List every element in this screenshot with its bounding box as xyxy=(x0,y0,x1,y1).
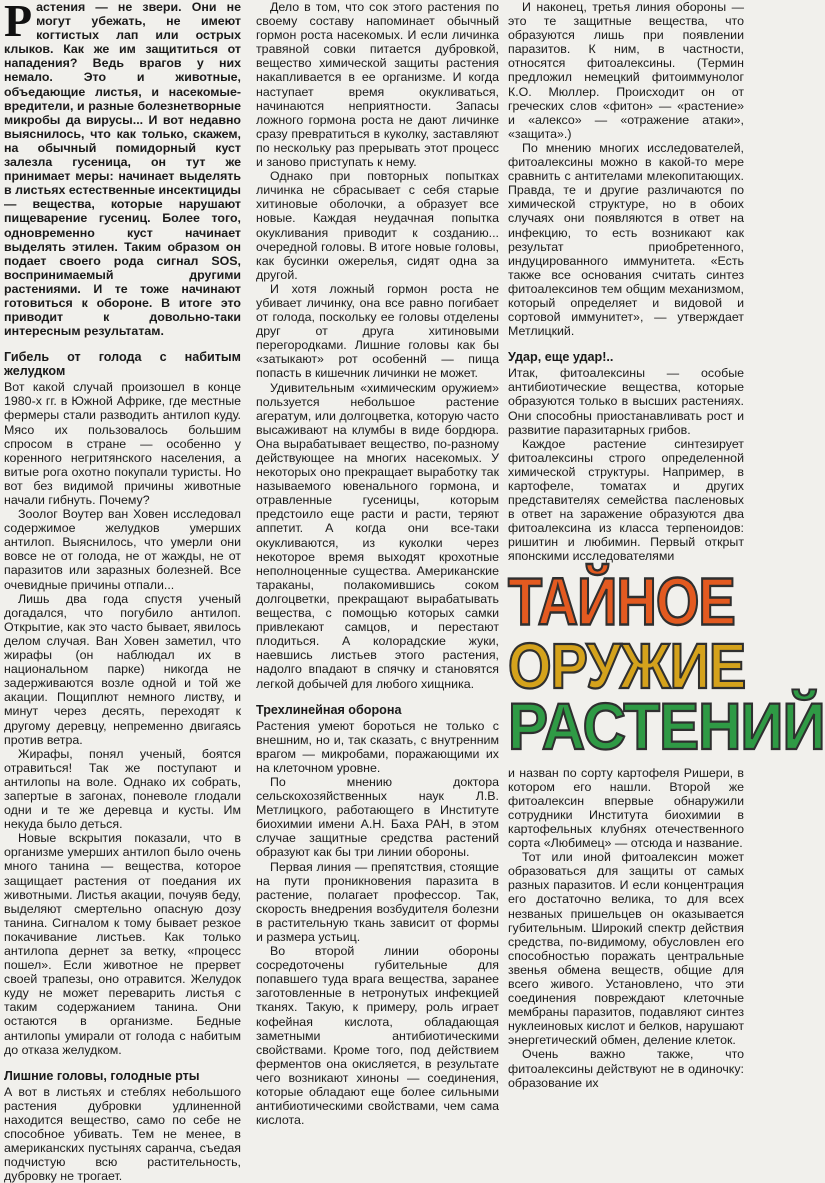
paragraph: Удивительным «химическим оружием» пользуется небольшое растение агератум, или долгоцветка, которую часто высаживают на клумбы в виде бордюра. Она вырабатывает вещество, по-разному действующее на многих насекомых. У некоторых оно прекращает выработку так называемого ювенального гормона, и отравленные гусеницы, которым предстоило еще расти и расти, теряют аппетит. А когда они все-таки окукливаются, из куколки через некоторое время выходят крохотные неполноценные существа. Американские тараканы, полакомившись соком долгоцветки, прекращают вырабатывать вещества, с помощью которых самки привлекают самцов, и перестают плодиться. А колорадские жуки, наевшись листьев этого растения, надолго впадают в спячку и становятся легкой добычей для любого хищника. xyxy=(256,380,499,691)
paragraph: По мнению многих исследователей, фитоалексины можно в какой-то мере сравнить с антителами млекопитающих. Правда, те и другие различаются по химической структуре, но в обоих случаях они появляются в ответ на инфекцию, то есть возникают как результат приобретенного, индуцированного иммунитета. «Есть также все основания считать синтез фитоалексинов тем общим механизмом, который определяет и видовой и сортовой иммунитет», — утверждает Метлицкий. xyxy=(508,140,744,339)
column-3 xyxy=(508,0,825,1090)
section-heading: Лишние головы, голодные рты xyxy=(4,1068,200,1083)
paragraph: И наконец, третья линия обороны — это те защитные вещества, что образуются лишь при появлении паразитов. К ним, в частности, относятся фитоалексины. (Термин предложил немецкий фитоиммунолог К.О. Мюллер. Происходит он от греческих слов «фитон» — «растение» и «алексо» — «отражение атаки», «защита».) xyxy=(508,0,744,141)
paragraph: Первая линия — препятствия, стоящие на пути проникновения паразита в растение, полагает профессор. Так, скорость внедрения возбудителя болезни в растительную ткань зависит от формы и размера устьиц. xyxy=(256,859,499,944)
paragraph: Растения умеют бороться не только с внешним, но и, так сказать, с внутренним врагом — микробами, поражающими их на клеточном уровне. xyxy=(256,718,499,775)
paragraph: Вот какой случай произошел в конце 1980-х гг. в Южной Африке, где местные фермеры стали разводить антилоп куду. Мясо их пользовалось большим спросом в стране — особенно у коренного негритянского населения, а витые рога охотно покупали туристы. Но вот без видимой причины животные начали гибнуть. Почему? xyxy=(4,380,241,507)
paragraph: По мнению доктора сельскохозяйственных наук Л.В. Метлицкого, работающего в Институте биохимии имени А.Н. Баха РАН, в этом случае защитные средства растений образуют как бы три линии обороны. xyxy=(256,774,499,860)
paragraph: Новые вскрытия показали, что в организме умерших антилоп было очень много танина — вещества, которое защищает растения от поедания их животными. Листья акации, почуяв беду, выделяют смертельно опасную дозу танина. Сигналом к тому бывает резкое покачивание листьев. Как только антилопа дернет за ветку, «процесс пошел». Если животное не прервет своей трапезы, оно отравится. Желудок куду не может переварить листья с таким содержанием танина. Они остаются в организме. Бедные антилопы умирали от голода с набитым до отказа желудком. xyxy=(4,831,241,1057)
drop-cap: Р xyxy=(4,0,33,46)
paragraph: Очень важно также, что фитоалексины действуют не в одиночку: образование их xyxy=(508,1047,744,1090)
intro xyxy=(4,0,241,338)
paragraph: Однако при повторных попытках личинка не сбрасывает с себя старые хитиновые оболочки, а образует все новые. Каждая неудачная попытка окукливания приводит к созданию... очередной головы. В итоге новые головы, как бусинки ожерелья, сидят одна за другой. xyxy=(256,169,499,282)
paragraph: Итак, фитоалексины — особые антибиотические вещества, которые образуются только в высших растениях. Они способны приостанавливать рост и развитие паразитарных грибов. xyxy=(508,366,744,437)
title-line-2: ОРУЖИЕ xyxy=(508,628,746,702)
paragraph: Тот или иной фитоалексин может образоваться для защиты от самых разных паразитов. И если концентрация его достаточно велика, то для всех незваных пришельцев он оказывается губительным. Широкий спектр действия средства, по-видимому, обусловлен его способностью поражать центральные звенья обмена веществ, общие для всего живого. Установлено, что эти соединения повреждают клеточные мембраны паразитов, подавляют синтез нуклеиновых кислот и белков, нарушают энергетический обмен, деление клеток. xyxy=(508,850,744,1048)
title-line-3: РАСТЕНИЙ xyxy=(508,689,825,763)
paragraph: Лишь два года спустя ученый догадался, что погубило антилоп. Открытие, как это часто бывает, явилось делом случая. Ван Ховен заметил, что жирафы (он наблюдал их в национальном парке) никогда не задерживаются возле одной и той же акации. Пощиплют немного листву, и минут через десять, переходят к другому деревцу, непременно двигаясь против ветра. xyxy=(4,591,241,747)
paragraph: Дело в том, что сок этого растения по своему составу напоминает обычный гормон роста насекомых. И если личинка травяной совки питается дубровкой, вещество химической защиты растения накапливается в ее организме. И когда наступает время окукливаться, начинаются неприятности. Запасы ложного гормона роста не дают личинке сразу превратиться в куколку, заставляют по нескольку раз прерывать этот процесс и заново приступать к нему. xyxy=(256,0,499,170)
intro-text: астения — не звери. Они не могут убежать, не имеют когтистых лап или острых клыков. Как же им защититься от нападения? Ведь врагов у них немало. Это и животные, объедающие листья, и насекомые-вредители, и разные болезнетворные микробы да вирусы... И вот недавно выяснилось, что как только, скажем, на обычный помидорный куст залезла гусеница, он тут же принимает меры: начинает выделять в листьях естественные инсектициды — вещества, которые нарушают пищеварение гусениц. Более того, одновременно куст начинает выделять этилен. Таким образом он подает своего рода сигнал SOS, воспринимаемый другими растениями. И те тоже начинают готовиться к обороне. В итоге это приводит к довольно-таки интересным результатам. xyxy=(4,0,241,339)
paragraph: Во второй линии обороны сосредоточены губительные для попавшего туда врага вещества, заранее заготовленные в нетронутых инфекцией тканях. Такую, к примеру, роль играет кофейная кислота, обладающая заметными антибиотическими свойствами. Кроме того, под действием ферментов она окисляется, в результате чего возникают хиноны — соединения, которые обладают еще более сильными антибиотическими свойствами, чем сама кислота. xyxy=(256,944,499,1128)
title-line-1: ТАЙНОЕ xyxy=(508,562,735,639)
paragraph: Жирафы, понял ученый, боятся отравиться! Так же поступают и антилопы на воле. Однако их собрать, запертые в загонах, поневоле глодали одни и те же деревца и кусты. Им некуда было деться. xyxy=(4,746,241,832)
paragraph: Каждое растение синтезирует фитоалексины строго определенной химической структуры. Например, в картофеле, томатах и других представителях семейства пасленовых в ответ на заражение образуются два фитоалексина из класса терпеноидов: ришитин и любимин. Первый открыт японскими исследователями xyxy=(508,436,744,564)
article-title xyxy=(508,562,825,763)
section-heading: Удар, еще удар!.. xyxy=(508,350,614,365)
paragraph: и назван по сорту картофеля Ришери, в котором его нашли. Второй же фитоалексин впервые обнаружили сотрудники Института биохимии в картофельных клубнях отечественного сорта «Любимец» — отсюда и название. xyxy=(508,765,744,851)
paragraph: А вот в листьях и стеблях небольшого растения дубровки удлиненной находится вещество, само по себе не способное убивать. Тем не менее, в американских пустынях саранча, съедая подчистую всю растительность, дубровку не трогает. xyxy=(4,1084,241,1183)
paragraph: И хотя ложный гормон роста не убивает личинку, она все равно погибает от голода, поскольку ее головы отделены друг от друга хитиновыми перегородками. Лишние головы как бы «затыкают» рот особеннй — пища попасть в кишечник личинки не может. xyxy=(256,281,499,381)
paragraph: Зоолог Воутер ван Ховен исследовал содержимое желудков умерших антилоп. Выяснилось, что умерли они вовсе не от голода, не от жажды, не от паразитов или заразных болезней. Все очевидные причины отпали... xyxy=(4,507,241,592)
column-2 xyxy=(256,0,499,1127)
section-heading: Гибель от голода с набитым желудком xyxy=(4,350,241,379)
section-heading: Трехлинейная оборона xyxy=(256,702,402,717)
column-1 xyxy=(4,0,241,1183)
